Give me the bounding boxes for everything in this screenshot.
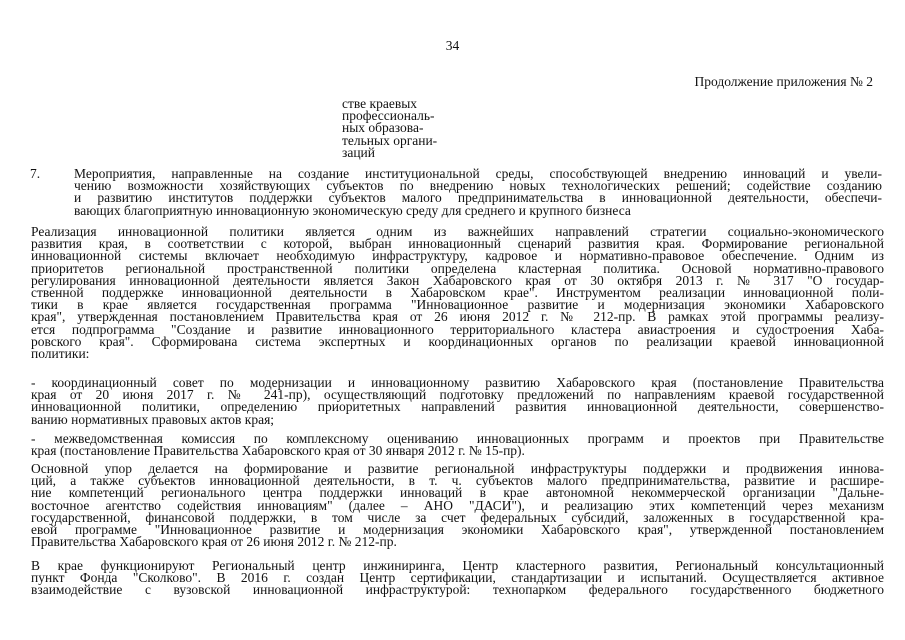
text-line: пункт Фонда "Сколково". В 2016 г. создан Центр сертификации, стандартизации и испытаний. Осуществляется активное bbox=[31, 570, 884, 586]
cell-line: стве краевых bbox=[342, 96, 418, 111]
table-row-title bbox=[74, 168, 882, 217]
text-line: регулирования инновационной деятельности является Закон Хабаровского края от 30 октября 2013 г. № 317 "О государ- bbox=[31, 272, 884, 288]
paragraph-regional-centers bbox=[31, 560, 884, 597]
previous-row-cell-text bbox=[342, 98, 452, 159]
text-line: и развитию институтов поддержки субъектов малого предпринимательства в инновационной деятельности, обеспечи- bbox=[74, 190, 882, 206]
text-line: - межведомственная комиссия по комплексному оцениванию инновационных программ и проектов при Правительстве bbox=[31, 431, 884, 446]
cell-line: тельных органи- bbox=[342, 132, 438, 148]
text-line: ванию нормативных правовых актов края; bbox=[31, 411, 275, 427]
text-line: тики в крае является государственная программа "Инновационное развитие и модернизация экономики Хабаровского bbox=[31, 297, 884, 313]
text-line: чению возможности хозяйствующих субъектов по внедрению новых технологических решений; содействие созданию bbox=[74, 178, 882, 194]
text-line: Реализация инновационной политики является одним из важнейших направлений стратегии социально-экономического bbox=[31, 224, 884, 239]
bullet-coordination-council bbox=[31, 377, 884, 426]
table-row-number: 7. bbox=[30, 166, 41, 181]
text-line: ровского края". Сформирована система экспертных и координационных органов по реализации краевой инновационной bbox=[31, 333, 884, 349]
text-line: государственной, финансовой поддержки, в том числе за счет федеральных субсидий, заложенных в государственной кра- bbox=[31, 509, 884, 525]
text-line: вающих благоприятную инновационную экономическую среду для среднего и крупного бизнеса bbox=[74, 202, 631, 218]
text-line: инновационной политики, определению приоритетных направлений развития инновационной деятельности, совершенство- bbox=[31, 399, 884, 415]
text-line: Основной упор делается на формирование и развитие региональной инфраструктуры поддержки и продвижения иннова- bbox=[31, 461, 884, 476]
text-line: края (постановление Правительства Хабаровского края от 30 января 2012 г. № 15-пр). bbox=[31, 443, 525, 459]
text-line: взаимодействие с вузовской инновационной инфраструктурой: технопарком федерального государственного бюджетного bbox=[31, 582, 884, 598]
cell-line: заций bbox=[342, 144, 375, 160]
text-line: края от 20 июня 2017 г. № 241-пр), осуществляющий подготовку предложений по направлениям краевой государственной bbox=[31, 387, 884, 403]
text-line: приоритетов региональной пространственной политики определена кластерная политика. Основой нормативно-правового bbox=[31, 260, 884, 276]
text-line: ственной поддержке инновационной деятельности в Хабаровском крае". Инструментом реализации инновационной поли- bbox=[31, 285, 884, 301]
text-line: ется подпрограмма "Создание и развитие инновационного территориального кластера авиастроения и судостроения Хаба- bbox=[31, 321, 884, 337]
text-line: края", утвержденная постановлением Правительства края от 26 июня 2012 г. № 212-пр. В рамках этой программы реализу- bbox=[31, 309, 884, 325]
text-line: восточное агентство содействия инновациям" (далее – АНО "ДАСИ"), и реализацию этих компетенций через механизм bbox=[31, 497, 884, 513]
text-line: ций, а также субъектов инновационной деятельности, в т. ч. субъектов малого предпринимательства, развитие и расшире- bbox=[31, 473, 884, 489]
text-line: евой программе "Инновационное развитие и модернизация экономики Хабаровского края", утвержденной постановлением bbox=[31, 522, 884, 538]
text-line: инновационной системы включает необходимую инфраструктуру, кадровое и нормативно-правовое обеспечение. Одним из bbox=[31, 248, 884, 264]
paragraph-infrastructure bbox=[31, 463, 884, 548]
cell-line: ных образова- bbox=[342, 120, 424, 136]
text-line: В крае функционируют Региональный центр инжиниринга, Центр кластерного развития, Региональный консультационный bbox=[31, 558, 884, 573]
text-line: развития края, в соответствии с которой, выбран инновационный сценарий развития края. Формирование региональной bbox=[31, 236, 884, 252]
text-line: ние компетенций регионального центра поддержки инноваций в крае автономной некоммерческой организации "Дальне- bbox=[31, 485, 884, 501]
cell-line: профессиональ- bbox=[342, 108, 435, 124]
appendix-continuation-note: Продолжение приложения № 2 bbox=[694, 74, 873, 89]
text-line: политики: bbox=[31, 346, 90, 362]
bullet-interdepartmental-commission bbox=[31, 433, 884, 457]
text-line: Правительства Хабаровского края от 26 июня 2012 г. № 212-пр. bbox=[31, 534, 397, 550]
text-line: Мероприятия, направленные на создание институциональной среды, способствующей внедрению инноваций и увели- bbox=[74, 166, 882, 181]
paragraph-innovation-policy bbox=[31, 226, 884, 360]
text-line: - координационный совет по модернизации и инновационному развитию Хабаровского края (постановление Правительства bbox=[31, 375, 884, 390]
page-number: 34 bbox=[445, 38, 460, 53]
